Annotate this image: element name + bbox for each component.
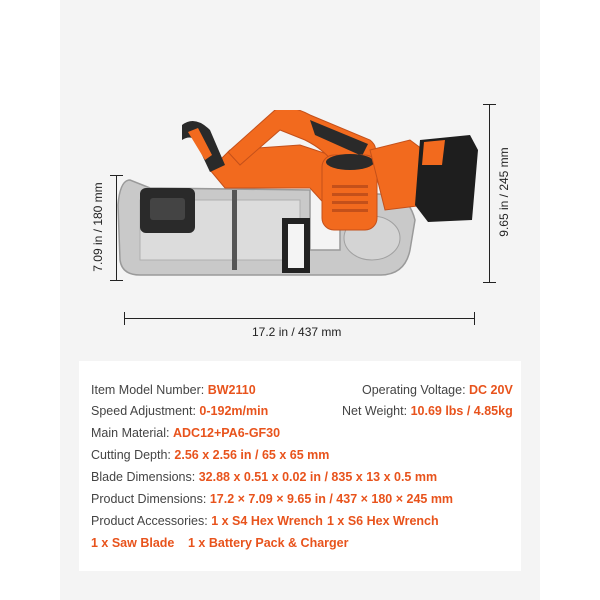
accessory-item-battery [188,536,349,550]
total-height-tick-bottom [483,282,496,283]
spec-label: Product Dimensions: [91,492,207,506]
accessory-item: 1 x Battery Pack & Charger [188,536,349,550]
accessory-item-blade [91,536,174,550]
frame-height-dimension-label: 7.09 in / 180 mm [91,182,105,272]
length-dimension-line [124,318,474,319]
spec-label: Blade Dimensions: [91,470,196,484]
total-height-dimension-line [489,104,490,282]
spec-label: Net Weight: [342,404,408,418]
spec-label: Main Material: [91,426,170,440]
accessory-item: 1 x S6 Hex Wrench [327,514,439,528]
spec-value: ADC12+PA6-GF30 [172,426,281,440]
spec-value: DC 20V [469,383,513,397]
length-tick-right [474,312,475,325]
total-height-dimension-label: 9.65 in / 245 mm [497,147,511,237]
spec-value: 10.69 lbs / 4.85kg [410,404,513,418]
spec-label: Cutting Depth: [91,448,171,462]
frame-height-dimension-line [116,175,117,280]
spec-value: 32.88 x 0.51 x 0.02 in / 835 x 13 x 0.5 mm [198,470,438,484]
spec-speed [91,404,268,418]
accessory-item: 1 x S4 Hex Wrench [211,514,323,528]
frame-height-tick-top [110,175,123,176]
spec-value: 0-192m/min [199,404,269,418]
spec-label: Operating Voltage: [362,383,466,397]
spec-label: Item Model Number: [91,383,205,397]
spec-value: 17.2 × 7.09 × 9.65 in / 437 × 180 × 245 mm [209,492,454,506]
spec-material [91,426,280,440]
spec-label: Product Accessories: [91,514,208,528]
spec-cutting-depth [91,448,329,462]
spec-weight [342,404,513,418]
spec-blade-dimensions [91,470,437,484]
band-saw-illustration [110,110,490,290]
spec-product-dimensions [91,492,453,506]
accessory-item: 1 x Saw Blade [91,536,175,550]
total-height-tick-top [483,104,496,105]
accessory-item-s6 [327,514,439,528]
length-tick-left [124,312,125,325]
spec-label: Speed Adjustment: [91,404,196,418]
spec-voltage [362,383,513,397]
spec-accessories [91,514,323,528]
spec-item-model [91,383,256,397]
length-dimension-label: 17.2 in / 437 mm [252,325,342,339]
frame-height-tick-bottom [110,280,123,281]
spec-value: 2.56 x 2.56 in / 65 x 65 mm [174,448,330,462]
spec-value: BW2110 [207,383,256,397]
